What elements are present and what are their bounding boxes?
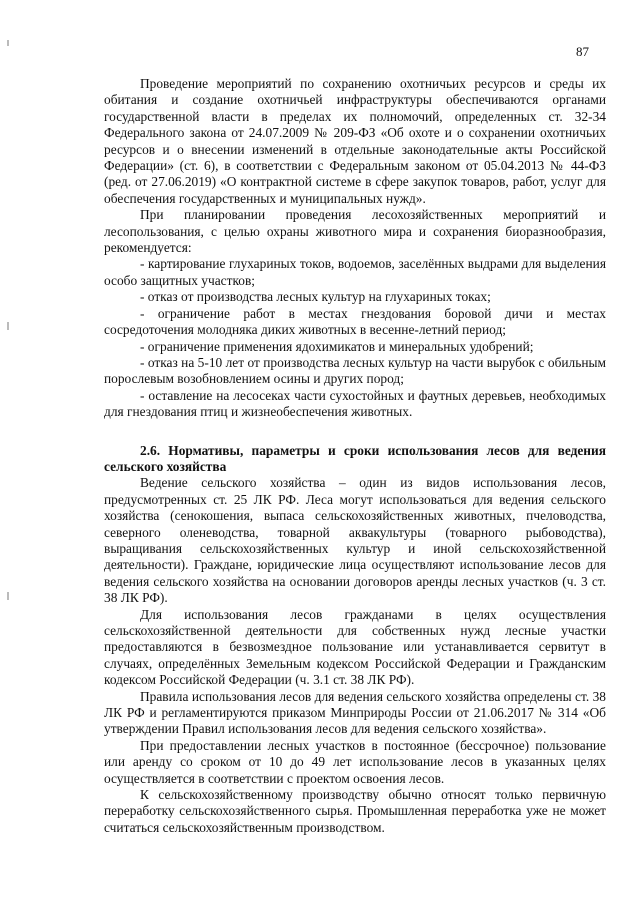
list-item: - отказ от производства лесных культур на глухариных токах;	[140, 289, 491, 305]
list-item: - ограничение работ в местах гнездования боровой дичи и местах сосредоточения молодняка диких животных в весенне-летний период;	[104, 305, 606, 338]
section-heading: 2.6. Нормативы, параметры и сроки использования лесов для ведения сельского хозяйства	[104, 442, 606, 474]
list-item: - картирование глухариных токов, водоемов, заселённых выдрами для выделения особо защитных участков;	[104, 256, 606, 288]
paragraph-rules: Правила использования лесов для ведения сельского хозяйства определены ст. 38 ЛК РФ и регламентируются приказом Минприроды России от 21.06.2017 № 314 «Об утверждении Правил использования лесов для ведения сельского хозяйства».	[104, 688, 606, 737]
paragraph-agriculture-definition: Ведение сельского хозяйства – один из видов использования лесов, предусмотренных ст. 25 ЛК РФ. Леса могут использоваться для ведения сельского хозяйства (сенокошения, выпаса сельскохозяйственных животных, пчеловодства, северного оленеводства, товарной аквакультуры (товарного рыбоводства), выращивания сельскохозяйственных культур и иной сельскохозяйственной деятельности). Граждане, юридические лица осуществляют использование лесов для ведения сельского хозяйства на основании договоров аренды лесных участков (ч. 3 ст. 38 ЛК РФ).	[104, 475, 606, 606]
scan-margin-mark-middle	[7, 322, 9, 330]
paragraph-hunting-resources: Проведение мероприятий по сохранению охотничьих ресурсов и среды их обитания и создание охотничьей инфраструктуры обеспечиваются органами государственной власти в пределах их полномочий, определенных ст. 32-34 Федерального закона от 24.07.2009 № 209-ФЗ «Об охоте и о сохранении охотничьих ресурсов и о внесении изменений в отдельные законодательные акты Российской Федерации» (ст. 6), в соответствии с Федеральным законом от 05.04.2013 № 44-ФЗ (ред. от 27.06.2019) «О контрактной системе в сфере закупок товаров, работ, услуг для обеспечения государственных и муниципальных нужд».	[104, 76, 606, 206]
list-item: - оставление на лесосеках части сухостойных и фаутных деревьев, необходимых для гнездования птиц и жизнеобеспечения животных.	[104, 387, 606, 420]
paragraph-citizens-use: Для использования лесов гражданами в целях осуществления сельскохозяйственной деятельности для собственных нужд лесные участки предоставляются в безвозмездное пользование или устанавливается сервитут в случаях, определённых Земельным кодексом Российской Федерации и Гражданским кодексом Российской Федерации (ч. 3.1 ст. 38 ЛК РФ).	[104, 606, 606, 688]
list-item: - ограничение применения ядохимикатов и минеральных удобрений;	[140, 338, 534, 354]
page-number: 87	[576, 44, 589, 59]
paragraph-processing: К сельскохозяйственному производству обычно относят только первичную переработку сельскохозяйственного сырья. Промышленная переработка уже не может считаться сельскохозяйственным производством.	[104, 787, 606, 835]
list-item: - отказ на 5-10 лет от производства лесных культур на части вырубок с обильным порослевым возобновлением осины и других пород;	[104, 354, 606, 387]
scan-margin-mark-top	[7, 40, 9, 46]
recommendations-list	[104, 256, 606, 420]
document-body	[104, 76, 606, 836]
paragraph-planning-recommendations: При планировании проведения лесохозяйственных мероприятий и лесопользования, с целью охраны животного мира и сохранения биоразнообразия, рекомендуется:	[104, 207, 606, 256]
paragraph-lease: При предоставлении лесных участков в постоянное (бессрочное) пользование или аренду со сроком от 10 до 49 лет использование лесов в указанных целях осуществляется в соответствии с проектом освоения лесов.	[104, 737, 606, 786]
scan-margin-mark-bottom	[7, 592, 9, 600]
